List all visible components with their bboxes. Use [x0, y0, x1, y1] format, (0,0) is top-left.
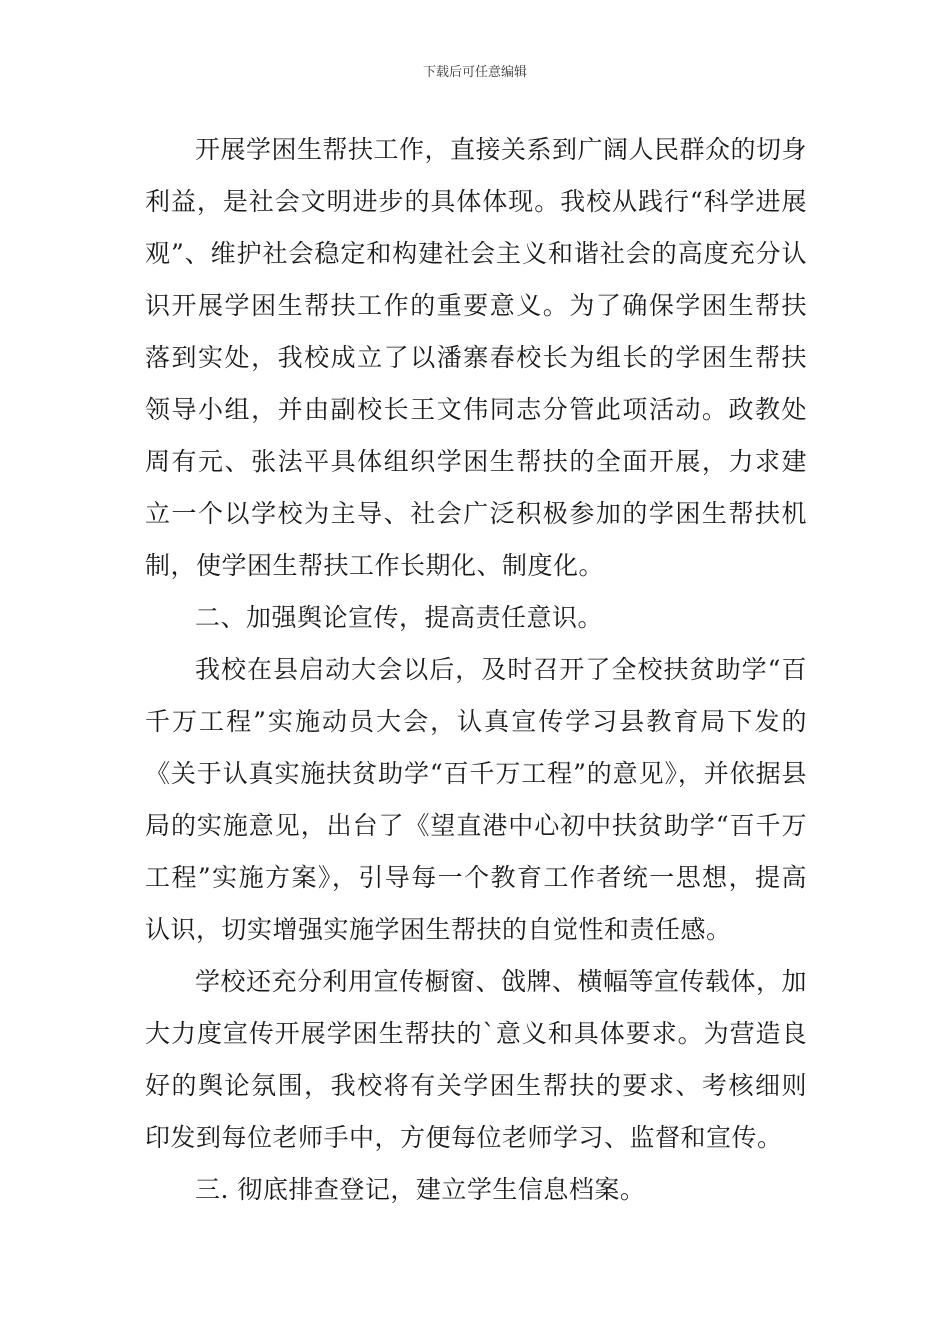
page-header: 下载后可任意编辑: [422, 65, 527, 80]
paragraph-intro: 开展学困生帮扶工作，直接关系到广阔人民群众的切身利益，是社会文明进步的具体体现。我校从践行“科学进展观”、维护社会稳定和构建社会主义和谐社会的高度充分认识开展学困生帮扶工作的重要意义。为了确保学困生帮扶落到实处，我校成立了以潘寨春校长为组长的学困生帮扶领导小组，并由副校长王文伟同志分管此项活动。政教处周有元、张法平具体组织学困生帮扶的全面开展，力求建立一个以学校为主导、社会广泛积极参加的学困生帮扶机制，使学困生帮扶工作长期化、制度化。: [145, 135, 808, 580]
section-heading-3: 三. 彻底排查登记，建立学生信息档案。: [195, 1175, 646, 1204]
paragraph-publicity: 学校还充分利用宣传橱窗、戗牌、横幅等宣传载体，加大力度宣传开展学困生帮扶的`意义和具体要求。为营造良好的舆论氛围，我校将有关学困生帮扶的要求、考核细则印发到每位老师手中，方便每位老师学习、监督和宣传。: [145, 967, 808, 1152]
document-body: [145, 124, 807, 1216]
paragraph-mobilization: 我校在县启动大会以后，及时召开了全校扶贫助学“百千万工程”实施动员大会，认真宣传学习县教育局下发的《关于认真实施扶贫助学“百千万工程”的意见》，并依据县局的实施意见，出台了《望直港中心初中扶贫助学“百千万工程”实施方案》，引导每一个教育工作者统一思想，提高认识，切实增强实施学困生帮扶的自觉性和责任感。: [145, 655, 807, 944]
section-heading-2: 二、加强舆论宣传，提高责任意识。: [195, 603, 604, 632]
